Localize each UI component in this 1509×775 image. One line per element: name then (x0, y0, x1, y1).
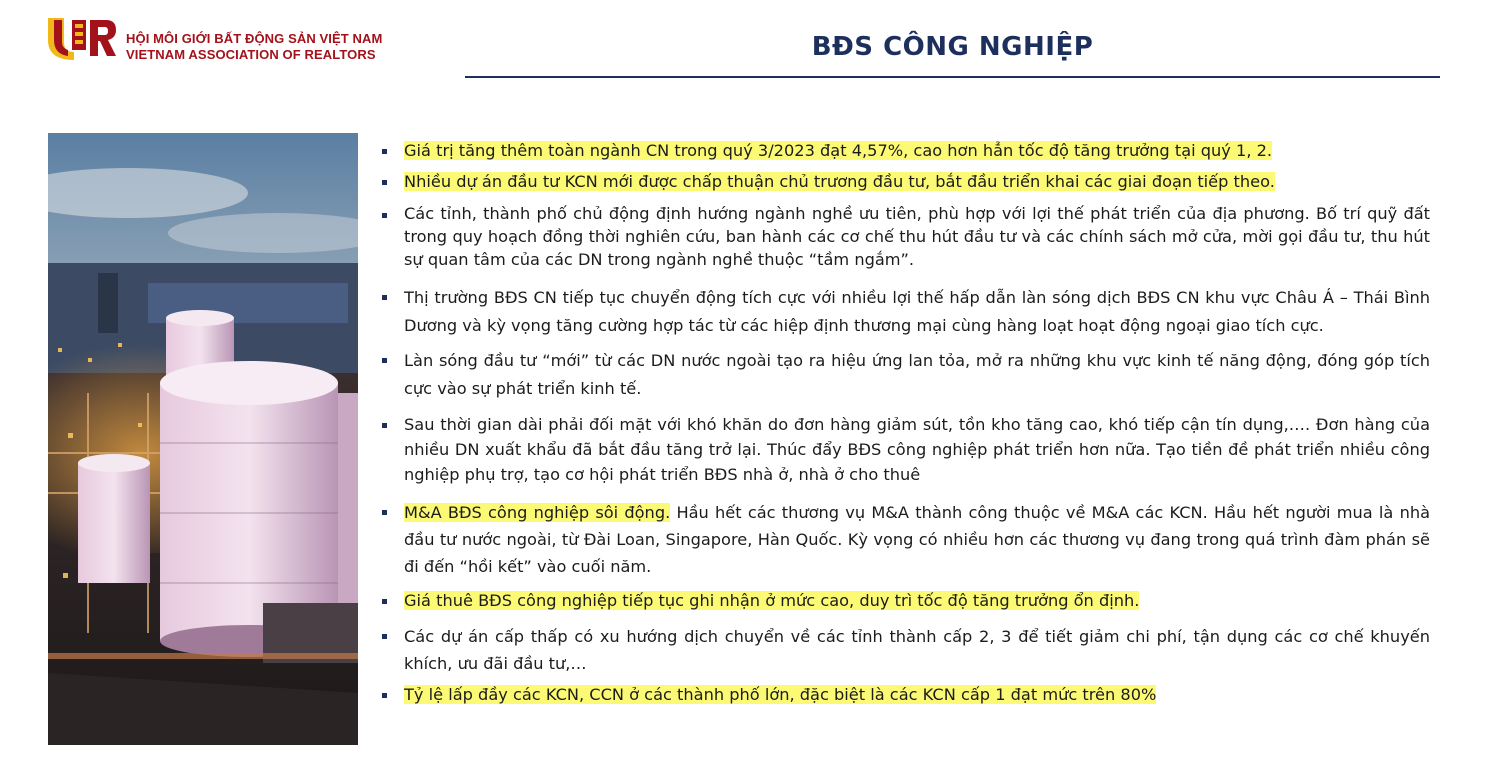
bullet-marker (382, 693, 387, 698)
highlighted-text: Giá trị tăng thêm toàn ngành CN trong quý 3/2023 đạt 4,57%, cao hơn hẳn tốc độ tăng trưởng tại quý 1, 2. (404, 141, 1273, 160)
bullet-marker (382, 213, 387, 218)
list-item (380, 588, 1430, 613)
list-item (380, 623, 1430, 677)
list-item (380, 682, 1430, 707)
association-logo (46, 16, 118, 62)
bullet-marker (382, 149, 387, 154)
highlighted-text: Giá thuê BĐS công nghiệp tiếp tục ghi nhận ở mức cao, duy trì tốc độ tăng trưởng ổn định. (404, 591, 1140, 610)
list-item (380, 284, 1430, 339)
bullet-marker (382, 180, 387, 185)
bullet-marker (382, 295, 387, 300)
org-name-en: VIETNAM ASSOCIATION OF REALTORS (126, 47, 376, 62)
organization-name (126, 31, 382, 63)
bullet-marker (382, 423, 387, 428)
industrial-storage-tanks-photo (48, 133, 358, 745)
list-item (380, 138, 1430, 163)
item-text: Làn sóng đầu tư “mới” từ các DN nước ngoài tạo ra hiệu ứng lan tỏa, mở ra những khu vực kinh tế năng động, đóng góp tích cực vào sự phát triển kinh tế. (404, 351, 1430, 398)
list-item (380, 347, 1430, 402)
item-text: Hầu hết các thương vụ M&A thành công thuộc về M&A các KCN. Hầu hết người mua là nhà đầu tư nước ngoài, từ Đài Loan, Singapore, Hàn Quốc. Kỳ vọng có nhiều hơn các thương vụ đang trong quá trình đàm phán sẽ đi đến “hồi kết” vào cuối năm. (404, 503, 1431, 576)
bullet-marker (382, 510, 387, 515)
highlighted-text: M&A BĐS công nghiệp sôi động. (404, 503, 671, 522)
item-text: Thị trường BĐS CN tiếp tục chuyển động tích cực với nhiều lợi thế hấp dẫn làn sóng dịch BĐS CN khu vực Châu Á – Thái Bình Dương và kỳ vọng tăng cường hợp tác từ các hiệp định thương mại cùng hàng loạt hoạt động ngoại giao tích cực. (404, 288, 1430, 335)
title-divider (465, 76, 1440, 78)
item-text: Các tỉnh, thành phố chủ động định hướng ngành nghề ưu tiên, phù hợp với lợi thế phát triển của địa phương. Bố trí quỹ đất trong quy hoạch đồng thời nghiên cứu, ban hành các cơ chế thu hút đầu tư và các chính sách mở cửa, mời gọi đầu tư, thu hút sự quan tâm của các DN trong ngành nghề thuộc “tầm ngắm”. (404, 204, 1430, 269)
list-item (380, 412, 1430, 487)
highlighted-text: Tỷ lệ lấp đầy các KCN, CCN ở các thành phố lớn, đặc biệt là các KCN cấp 1 đạt mức trên 80% (404, 685, 1157, 704)
bullet-marker (382, 634, 387, 639)
item-text: Các dự án cấp thấp có xu hướng dịch chuyển về các tỉnh thành cấp 2, 3 để tiết giảm chi phí, tận dụng các cơ chế khuyến khích, ưu đãi đầu tư,… (404, 627, 1430, 673)
item-text: Sau thời gian dài phải đối mặt với khó khăn do đơn hàng giảm sút, tồn kho tăng cao, khó tiếp cận tín dụng,…. Đơn hàng của nhiều DN xuất khẩu đã bắt đầu tăng trở lại. Thúc đẩy BĐS công nghiệp phát triển hơn nữa. Tạo tiền đề phát triển nhiều công nghiệp phụ trợ, tạo cơ hội phát triển BĐS nhà ở, nhà ở cho thuê (404, 415, 1430, 484)
list-item (380, 499, 1430, 580)
bullet-marker (382, 358, 387, 363)
bullet-list (380, 138, 1430, 707)
list-item (380, 202, 1430, 271)
org-name-vi: HỘI MÔI GIỚI BẤT ĐỘNG SẢN VIỆT NAM (126, 31, 383, 46)
page-title: BĐS CÔNG NGHIỆP (811, 32, 1094, 62)
list-item (380, 169, 1430, 194)
bullet-marker (382, 599, 387, 604)
highlighted-text: Nhiều dự án đầu tư KCN mới được chấp thuận chủ trương đầu tư, bắt đầu triển khai các giai đoạn tiếp theo. (404, 172, 1275, 191)
